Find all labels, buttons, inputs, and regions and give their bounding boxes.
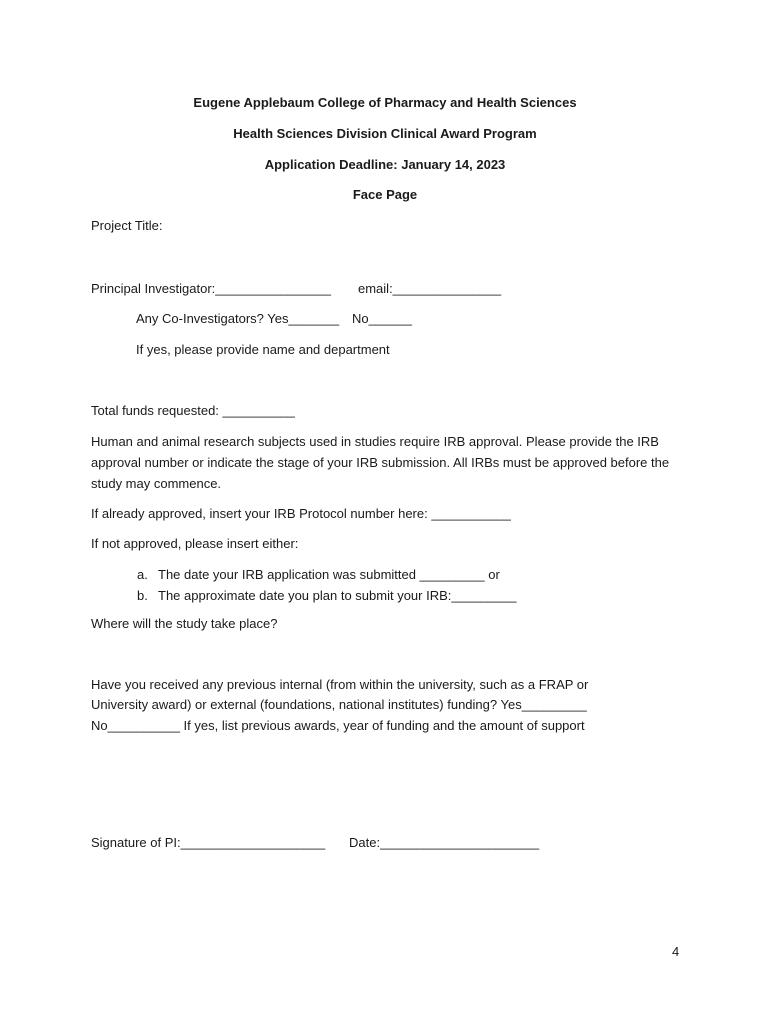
co-investigators-followup: If yes, please provide name and department xyxy=(136,342,390,357)
irb-protocol-field[interactable]: If already approved, insert your IRB Protocol number here: ___________ xyxy=(91,506,511,521)
co-investigators-yes-field[interactable]: Any Co-Investigators? Yes_______ xyxy=(136,311,340,326)
date-field[interactable]: Date:______________________ xyxy=(349,835,540,850)
project-title-label: Project Title: xyxy=(91,218,163,233)
email-field[interactable]: email:_______________ xyxy=(358,281,502,296)
principal-investigator-field[interactable]: Principal Investigator:________________ xyxy=(91,281,331,296)
total-funds-field[interactable]: Total funds requested: __________ xyxy=(91,403,295,418)
study-location-label: Where will the study take place? xyxy=(91,616,278,631)
pi-signature-field[interactable]: Signature of PI:____________________ xyxy=(91,835,326,850)
program-heading: Health Sciences Division Clinical Award Program xyxy=(233,126,537,141)
irb-not-approved-label: If not approved, please insert either: xyxy=(91,536,299,551)
irb-planned-date-field[interactable]: The approximate date you plan to submit your IRB:_________ xyxy=(158,588,517,603)
funding-line-3[interactable]: No__________ If yes, list previous awards, year of funding and the amount of support xyxy=(91,718,585,733)
list-item-marker: a. xyxy=(137,567,148,582)
co-investigators-no-field[interactable]: No______ xyxy=(352,311,412,326)
page-number: 4 xyxy=(672,944,680,959)
deadline-heading: Application Deadline: January 14, 2023 xyxy=(264,157,506,172)
irb-submitted-date-field[interactable]: The date your IRB application was submitted _________ or xyxy=(158,567,500,582)
list-item-marker: b. xyxy=(137,588,148,603)
irb-intro-paragraph: Human and animal research subjects used in studies require IRB approval. Please provide the IRB approval number or indicate the stage of your IRB submission. All IRBs must be approved before the study may commence. xyxy=(91,434,670,491)
funding-line-1: Have you received any previous internal (from within the university, such as a FRAP or xyxy=(91,677,589,692)
funding-line-2[interactable]: University award) or external (foundations, national institutes) funding? Yes_________ xyxy=(91,697,587,712)
page-title: Face Page xyxy=(352,187,418,202)
college-heading: Eugene Applebaum College of Pharmacy and Health Sciences xyxy=(193,95,577,110)
